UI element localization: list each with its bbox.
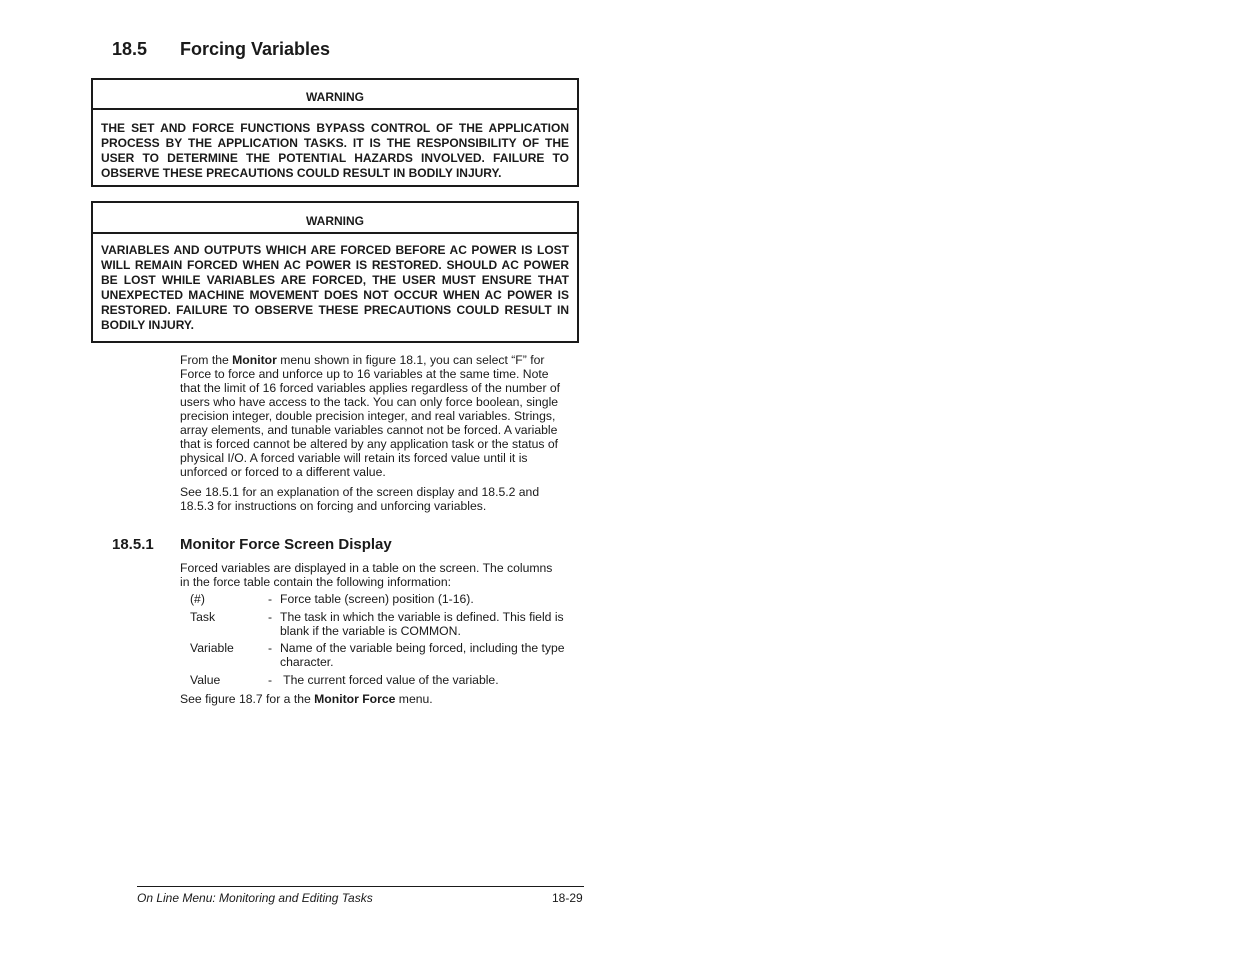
footer-page-number: 18-29 — [552, 891, 583, 905]
column-dash: - — [268, 592, 273, 606]
warning-text: VARIABLES AND OUTPUTS WHICH ARE FORCED BEFORE AC POWER IS LOST WILL REMAIN FORCED WHEN AC POWER IS RESTORED. SHOULD AC POWER BE LOST WHILE VARIABLES ARE FORCED, THE USER MUST ENSURE THAT UNEXPECTED MACHINE MOVEMENT DOES NOT OCCUR WHEN AC POWER IS RESTORED. FAILURE TO OBSERVE THESE PRECAUTIONS COULD RESULT IN BODILY INJURY. — [101, 243, 569, 332]
column-dash: - — [268, 641, 273, 655]
column-label: Variable — [190, 641, 234, 655]
warning-box-1 — [91, 78, 579, 187]
column-label: (#) — [190, 592, 205, 606]
column-description: The current forced value of the variable. — [280, 673, 499, 687]
column-dash: - — [268, 610, 273, 624]
column-description: Force table (screen) position (1-16). — [280, 592, 474, 606]
warning-heading: WARNING — [93, 203, 577, 234]
monitor-force-term: Monitor Force — [314, 692, 396, 706]
subsection-title: Monitor Force Screen Display — [180, 536, 392, 553]
paragraph-force-intro: From the Monitor menu shown in figure 18.1, you can select “F” for Force to force and unforce up to 16 variables at the same time. Note that the limit of 16 forced variables applies regardless of the number of users who have access to the tack. You can only force boolean, single precision integer, double precision integer, and real variables. Strings, array elements, and tunable variables cannot not be forced. A variable that is forced cannot be altered by any application task or the status of physical I/O. A forced variable will retain its forced value until it is unforced or forced to a different value. — [180, 353, 561, 479]
monitor-term: Monitor — [232, 353, 277, 367]
column-label: Value — [190, 673, 221, 687]
section-number: 18.5 — [112, 39, 148, 59]
footer-rule — [137, 886, 584, 887]
paragraph-table-intro: Forced variables are displayed in a table on the screen. The columns in the force table contain the following information: — [180, 561, 553, 589]
subsection-number: 18.5.1 — [112, 536, 154, 553]
section-title: Forcing Variables — [180, 39, 331, 59]
warning-text: THE SET AND FORCE FUNCTIONS BYPASS CONTROL OF THE APPLICATION PROCESS BY THE APPLICATION TASKS. IT IS THE RESPONSIBILITY OF THE USER TO DETERMINE THE POTENTIAL HAZARDS INVOLVED. FAILURE TO OBSERVE THESE PRECAUTIONS COULD RESULT IN BODILY INJURY. — [101, 121, 569, 180]
paragraph-see-figure: See figure 18.7 for a the Monitor Force menu. — [180, 692, 433, 706]
column-label: Task — [190, 610, 216, 624]
warning-heading: WARNING — [93, 80, 577, 110]
footer-chapter-title: On Line Menu: Monitoring and Editing Tasks — [137, 891, 373, 905]
column-description: Name of the variable being forced, including the type character. — [280, 641, 565, 669]
paragraph-see-sections: See 18.5.1 for an explanation of the screen display and 18.5.2 and 18.5.3 for instructions on forcing and unforcing variables. — [180, 485, 540, 513]
column-dash: - — [268, 673, 273, 687]
warning-box-2 — [91, 201, 579, 343]
column-description: The task in which the variable is defined. This field is blank if the variable is COMMON. — [280, 610, 564, 638]
